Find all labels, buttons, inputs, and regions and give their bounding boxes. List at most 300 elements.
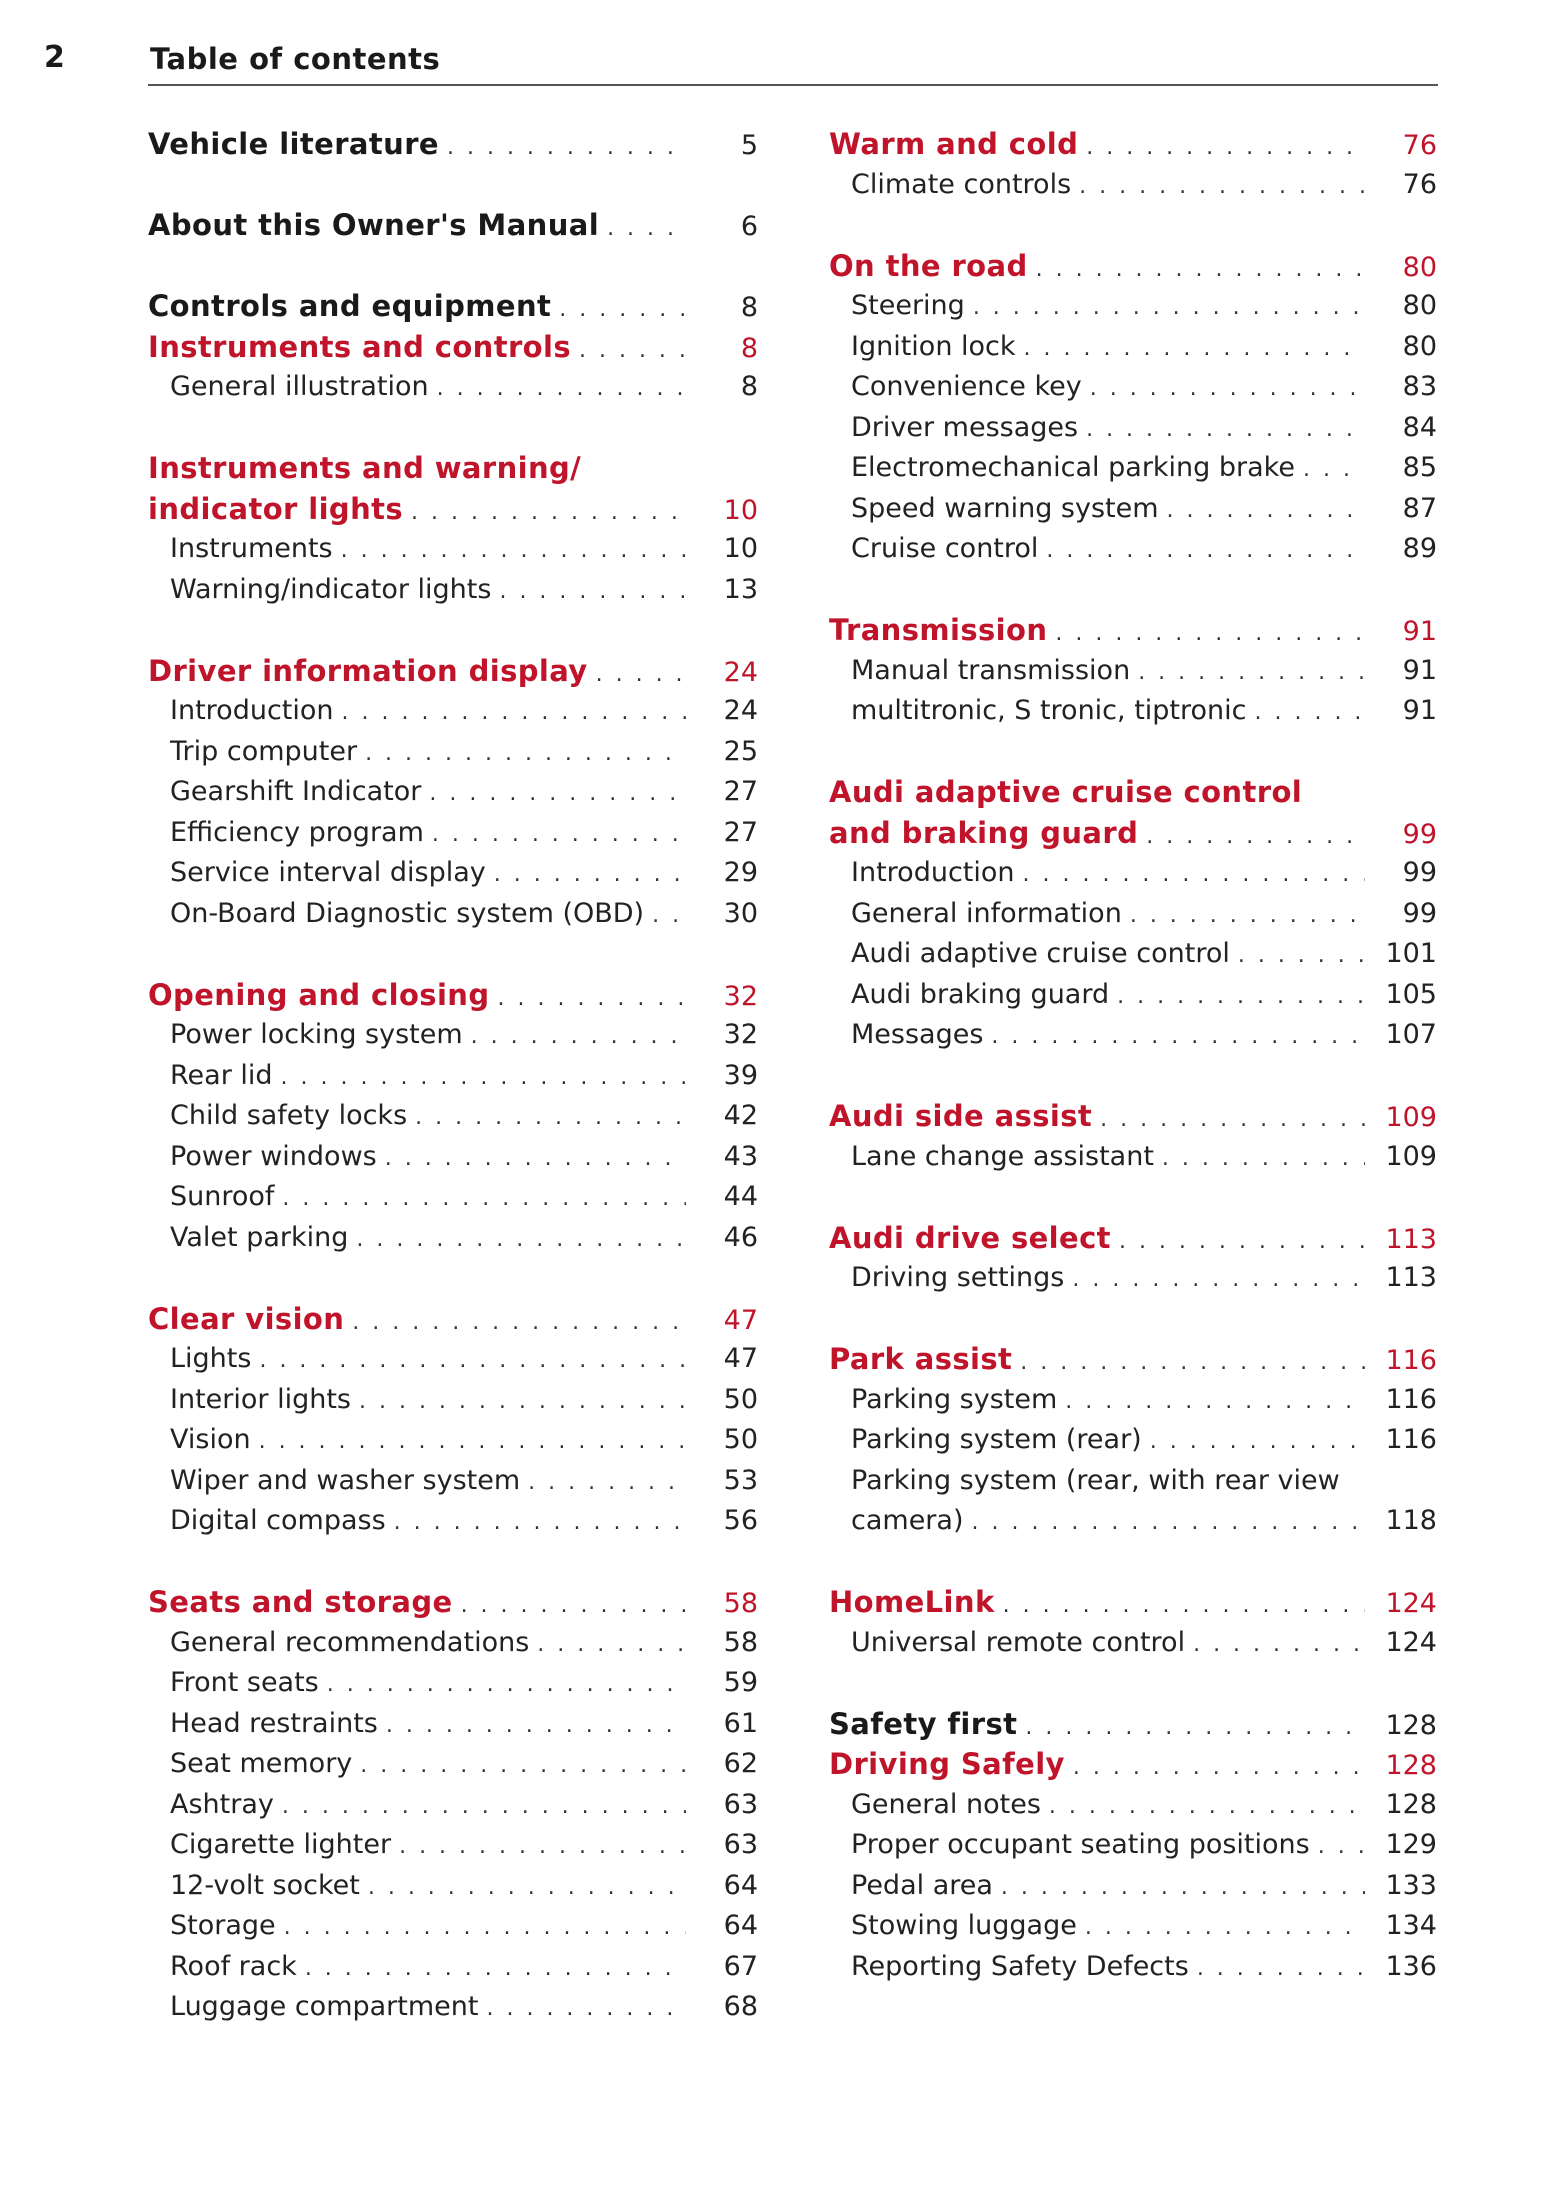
toc-entry-page: 124 [1385,1588,1437,1619]
toc-entry[interactable] [148,1744,758,1785]
dot-leader [365,734,686,775]
toc-entry-label: Gearshift Indicator [170,776,422,807]
toc-entry-label: Parking system (rear) [851,1424,1142,1455]
toc-entry-page: 105 [1385,978,1437,1010]
toc-entry-page: 5 [740,130,758,161]
dot-leader [1023,855,1365,896]
toc-entry[interactable] [148,570,758,611]
toc-entry-label: Messages [851,1019,984,1050]
toc-entry-page: 43 [723,1140,758,1172]
toc-entry-label: Instruments [170,533,333,564]
toc-entry[interactable] [148,529,758,570]
dot-leader [579,331,686,372]
dot-leader [360,1746,686,1787]
toc-entry-label: Instruments and controls [148,329,571,364]
toc-section-heading[interactable] [148,124,758,165]
toc-entry[interactable] [829,1947,1437,1988]
dot-leader [494,855,686,896]
toc-entry-page: 80 [1402,251,1437,283]
toc-entry-page: 10 [723,494,758,526]
toc-entry-label: Controls and equipment [148,289,552,323]
dot-leader [352,1303,686,1344]
toc-entry-label: Introduction [170,695,334,726]
toc-section-heading[interactable] [829,246,1437,287]
toc-entry-page: 76 [1402,168,1437,200]
dot-leader [1090,369,1365,410]
dot-leader [498,979,687,1020]
toc-entry-page: 133 [1385,1869,1437,1901]
toc-entry-label: Driving Safely [829,1747,1065,1781]
toc-entry-page: 42 [723,1100,758,1131]
toc-section-heading[interactable] [148,205,758,246]
toc-entry-page: 116 [1385,1383,1437,1415]
toc-entry-label: Opening and closing [148,977,490,1012]
toc-entry-label: Storage [170,1910,276,1941]
toc-entry-page: 101 [1385,938,1437,969]
toc-entry-page: 128 [1385,1709,1437,1741]
toc-entry[interactable] [829,1825,1437,1866]
toc-entry-label: Instruments and warning/ [148,451,582,485]
toc-entry[interactable] [148,1420,758,1461]
toc-entry-label: Head restraints [170,1707,378,1739]
toc-entry-label: HomeLink [829,1585,995,1619]
toc-entry-label: Luggage compartment [170,1991,479,2022]
toc-section-heading[interactable] [148,489,758,530]
toc-entry-label: and braking guard [829,815,1139,850]
toc-entry-page: 27 [723,776,758,807]
toc-entry-page: 113 [1385,1262,1437,1293]
dot-leader [537,1625,686,1666]
dot-leader [1086,410,1365,451]
dot-leader [1003,1586,1365,1627]
dot-leader [1073,1748,1365,1789]
toc-entry[interactable] [148,1987,758,2028]
toc-entry-page: 128 [1385,1750,1437,1781]
toc-entry-label: Service interval display [170,857,486,888]
section-spacer [829,1663,1437,1704]
section-spacer [829,732,1437,773]
dot-leader [1020,1343,1365,1384]
toc-entry-label: Reporting Safety Defects [851,1950,1189,1982]
dot-leader [1146,817,1365,858]
dot-leader [1197,1949,1365,1990]
toc-entry-label: Rear lid [170,1059,273,1091]
dot-leader [282,1179,686,1220]
toc-entry-page: 76 [1402,130,1437,161]
toc-entry-label: Steering [851,290,965,321]
toc-entry[interactable] [829,165,1437,206]
toc-entry-label: Universal remote control [851,1626,1186,1658]
toc-entry-label: Valet parking [170,1221,349,1253]
toc-entry[interactable] [148,1137,758,1178]
toc-right-column [829,124,1437,1987]
toc-entry[interactable] [829,408,1437,449]
dot-leader [399,1827,686,1868]
toc-entry-label: Ignition lock [851,330,1016,362]
dot-leader [1238,936,1365,977]
toc-section-heading[interactable] [829,772,1437,813]
toc-entry-page: 8 [740,371,758,402]
dot-leader [1055,614,1365,655]
toc-entry-page: 128 [1385,1788,1437,1820]
dot-leader [411,493,686,534]
toc-entry-page: 107 [1385,1019,1437,1050]
dot-leader [1117,977,1365,1018]
toc-entry[interactable] [829,529,1437,570]
toc-entry[interactable] [148,1947,758,1988]
toc-entry-label: Digital compass [170,1505,386,1536]
section-spacer [148,165,758,206]
toc-section-heading[interactable] [829,1582,1437,1623]
toc-entry-page: 58 [723,1588,758,1619]
dot-leader [1065,1382,1365,1423]
toc-entry-label: Driving settings [851,1262,1065,1293]
toc-entry-page: 58 [723,1626,758,1658]
toc-entry[interactable] [829,894,1437,935]
dot-leader [429,774,686,815]
dot-leader [1255,693,1366,734]
toc-entry-page: 99 [1402,897,1437,929]
toc-entry-page: 91 [1402,654,1437,686]
toc-entry-page: 29 [723,857,758,888]
toc-section-heading[interactable] [148,1582,758,1623]
toc-entry-page: 39 [723,1059,758,1091]
toc-entry-label: Roof rack [170,1950,297,1982]
dot-leader [1001,1868,1365,1909]
dot-leader [499,572,686,613]
toc-entry-page: 59 [723,1667,758,1698]
dot-leader [437,369,686,410]
toc-entry[interactable] [829,1461,1437,1502]
dot-leader [1046,531,1365,572]
toc-entry-page: 27 [723,816,758,848]
toc-entry[interactable] [148,1906,758,1947]
toc-entry[interactable] [829,1137,1437,1178]
toc-entry-page: 53 [723,1464,758,1496]
toc-section-heading[interactable] [829,124,1437,165]
toc-entry[interactable] [829,853,1437,894]
toc-entry-page: 136 [1385,1950,1437,1982]
toc-entry[interactable] [829,367,1437,408]
toc-entry-label: General recommendations [170,1626,530,1658]
dot-leader [1036,250,1365,291]
toc-entry-label: Lane change assistant [851,1140,1154,1172]
toc-entry-label: Audi adaptive cruise control [829,775,1303,809]
toc-entry[interactable] [148,1785,758,1826]
toc-entry-label: Audi braking guard [851,978,1110,1010]
dot-leader [461,1586,686,1627]
toc-entry-page: 25 [723,735,758,767]
toc-entry-label: camera) [851,1505,964,1536]
toc-entry-label: multitronic, S tronic, tiptronic [851,695,1247,726]
dot-leader [1130,896,1365,937]
dot-leader [1086,128,1365,169]
toc-section-heading[interactable] [148,1299,758,1340]
toc-entry-label: Driver information display [148,653,588,688]
dot-leader [305,1949,686,1990]
dot-leader [1150,1422,1365,1463]
toc-entry-label: On the road [829,248,1028,283]
toc-entry-label: Sunroof [170,1181,275,1212]
toc-section-heading[interactable] [829,1339,1437,1380]
toc-section-heading[interactable] [148,448,758,489]
toc-entry-page: 50 [723,1383,758,1415]
section-spacer [148,1258,758,1299]
toc-entry-page: 61 [723,1707,758,1739]
toc-left-column [148,124,758,2028]
toc-entry[interactable] [148,1501,758,1542]
dot-leader [368,1868,686,1909]
toc-entry[interactable] [148,1704,758,1745]
toc-entry[interactable] [829,651,1437,692]
toc-entry-page: 80 [1402,330,1437,362]
toc-entry-page: 46 [723,1221,758,1253]
dot-leader [359,1382,686,1423]
toc-entry[interactable] [829,934,1437,975]
toc-entry-page: 99 [1402,857,1437,888]
dot-leader [1085,1908,1365,1949]
toc-entry[interactable] [829,1623,1437,1664]
toc-entry[interactable] [148,772,758,813]
toc-entry-label: indicator lights [148,491,404,526]
toc-entry[interactable] [148,853,758,894]
toc-entry[interactable] [148,1663,758,1704]
toc-entry[interactable] [148,1380,758,1421]
dot-leader [1162,1139,1365,1180]
toc-entry-page: 87 [1402,492,1437,524]
toc-entry-page: 83 [1402,371,1437,402]
toc-entry-page: 6 [740,211,758,242]
toc-entry[interactable] [829,1380,1437,1421]
toc-entry-label: General illustration [170,371,429,402]
dot-leader [259,1422,686,1463]
toc-entry-page: 116 [1385,1424,1437,1455]
toc-entry-label: Introduction [851,857,1015,888]
dot-leader [447,128,686,169]
toc-entry-page: 67 [723,1950,758,1982]
toc-entry-page: 134 [1385,1910,1437,1941]
dot-leader [1119,1222,1365,1263]
toc-entry-label: General information [851,897,1122,929]
toc-entry-page: 30 [723,897,758,929]
toc-entry[interactable] [148,367,758,408]
toc-entry[interactable] [148,1866,758,1907]
dot-leader [471,1017,686,1058]
toc-entry-page: 10 [723,533,758,564]
toc-section-heading[interactable] [829,1096,1437,1137]
toc-entry-label: Park assist [829,1342,1013,1376]
toc-entry-label: Vehicle literature [148,127,439,161]
toc-entry[interactable] [829,286,1437,327]
toc-entry[interactable] [829,1501,1437,1542]
toc-entry-label: Safety first [829,1706,1018,1741]
toc-entry-label: Warm and cold [829,127,1079,161]
toc-entry-page: 116 [1385,1345,1437,1376]
toc-entry-label: Electromechanical parking brake [851,452,1295,483]
toc-entry-label: Interior lights [170,1383,351,1415]
toc-entry[interactable] [829,691,1437,732]
toc-section-heading[interactable] [829,1218,1437,1259]
toc-entry[interactable] [829,975,1437,1016]
toc-entry[interactable] [829,448,1437,489]
toc-entry-label: Trip computer [170,735,358,767]
section-spacer [829,1542,1437,1583]
toc-entry-page: 109 [1385,1140,1437,1172]
toc-entry[interactable] [148,1825,758,1866]
toc-entry-page: 129 [1385,1829,1437,1860]
section-spacer [829,1299,1437,1340]
toc-entry[interactable] [148,1177,758,1218]
toc-entry-page: 50 [723,1424,758,1455]
toc-entry[interactable] [148,1461,758,1502]
dot-leader [1025,1708,1365,1749]
toc-section-heading[interactable] [148,286,758,327]
page-title: Table of contents [150,42,441,76]
toc-entry-label: Cruise control [851,533,1039,564]
dot-leader [991,1017,1365,1058]
toc-section-heading[interactable] [829,813,1437,854]
toc-section-heading[interactable] [148,651,758,692]
toc-entry[interactable] [829,1258,1437,1299]
toc-entry-label: Front seats [170,1667,319,1698]
dot-leader [1138,653,1365,694]
toc-entry-label: Manual transmission [851,654,1131,686]
toc-entry-label: Speed warning system [851,492,1159,524]
toc-entry-label: Audi side assist [829,1099,1093,1133]
toc-entry[interactable] [148,1339,758,1380]
section-spacer [148,246,758,287]
section-spacer [829,1177,1437,1218]
toc-entry-page: 99 [1402,818,1437,850]
toc-entry-page: 91 [1402,695,1437,726]
toc-entry[interactable] [148,732,758,773]
toc-entry[interactable] [148,1218,758,1259]
toc-entry-label: Parking system [851,1383,1058,1415]
dot-leader [1318,1827,1365,1868]
dot-leader [281,1058,686,1099]
dot-leader [415,1098,686,1139]
toc-entry-page: 24 [723,656,758,688]
dot-leader [1049,1787,1365,1828]
section-spacer [829,570,1437,611]
toc-entry-label: On-Board Diagnostic system (OBD) [170,897,645,929]
toc-entry-label: Convenience key [851,371,1082,402]
toc-entry-label: Stowing luggage [851,1910,1077,1941]
toc-entry-page: 84 [1402,411,1437,443]
toc-entry-label: Vision [170,1424,251,1455]
toc-entry-page: 32 [723,980,758,1012]
toc-entry-page: 113 [1385,1223,1437,1255]
toc-entry[interactable] [829,489,1437,530]
toc-section-heading[interactable] [829,610,1437,651]
toc-entry-label: Seat memory [170,1748,353,1779]
toc-entry[interactable] [148,1096,758,1137]
toc-entry[interactable] [148,1623,758,1664]
dot-leader [1079,167,1365,208]
toc-section-heading[interactable] [829,1744,1437,1785]
dot-leader [596,655,686,696]
dot-leader [607,209,686,250]
toc-entry[interactable] [829,1015,1437,1056]
toc-entry-page: 109 [1385,1102,1437,1133]
section-spacer [829,1056,1437,1097]
toc-entry-label: Child safety locks [170,1100,408,1131]
toc-entry[interactable] [148,1056,758,1097]
toc-entry-label: Driver messages [851,411,1079,443]
toc-entry-page: 47 [723,1304,758,1336]
toc-entry-label: Climate controls [851,168,1072,200]
toc-entry-page: 32 [723,1019,758,1050]
toc-entry[interactable] [148,894,758,935]
toc-entry[interactable] [829,1866,1437,1907]
dot-leader [386,1706,686,1747]
toc-entry-page: 68 [723,1991,758,2022]
toc-entry-page: 62 [723,1748,758,1779]
section-spacer [148,408,758,449]
dot-leader [486,1989,686,2030]
toc-entry-label: Efficiency program [170,816,424,848]
toc-entry-page: 63 [723,1829,758,1860]
toc-entry-page: 44 [723,1181,758,1212]
toc-entry-page: 118 [1385,1505,1437,1536]
page-number: 2 [44,40,65,75]
toc-entry[interactable] [829,1785,1437,1826]
toc-section-heading[interactable] [148,327,758,368]
toc-entry[interactable] [148,1015,758,1056]
toc-entry-page: 24 [723,695,758,726]
toc-entry-page: 91 [1402,616,1437,647]
dot-leader [284,1908,686,1949]
toc-entry-page: 64 [723,1869,758,1901]
dot-leader [259,1341,686,1382]
toc-section-heading[interactable] [829,1704,1437,1745]
toc-entry-label: Cigarette lighter [170,1829,392,1860]
section-spacer [148,934,758,975]
dot-leader [385,1139,686,1180]
dot-leader [973,288,1365,329]
toc-entry-page: 124 [1385,1626,1437,1658]
dot-leader [559,290,686,331]
dot-leader [1303,450,1365,491]
toc-entry-page: 47 [723,1343,758,1374]
dot-leader [971,1503,1365,1544]
dot-leader [356,1220,686,1261]
toc-entry[interactable] [829,327,1437,368]
toc-entry-label: Pedal area [851,1869,993,1901]
dot-leader [1193,1625,1365,1666]
toc-entry[interactable] [829,1420,1437,1461]
section-spacer [148,1542,758,1583]
toc-entry[interactable] [148,813,758,854]
toc-entry[interactable] [148,691,758,732]
section-spacer [148,610,758,651]
toc-entry-label: Lights [170,1343,252,1374]
toc-entry-label: Power locking system [170,1019,463,1050]
section-spacer [829,205,1437,246]
dot-leader [1072,1260,1365,1301]
dot-leader [282,1787,686,1828]
toc-entry[interactable] [829,1906,1437,1947]
toc-entry-label: Clear vision [148,1301,345,1336]
toc-entry-label: Transmission [829,613,1048,647]
toc-section-heading[interactable] [148,975,758,1016]
toc-entry-page: 8 [740,332,758,364]
toc-entry-label: General notes [851,1788,1041,1820]
header-divider [148,84,1438,86]
page-header [0,0,1557,90]
dot-leader [652,896,686,937]
toc-entry-page: 80 [1402,290,1437,321]
